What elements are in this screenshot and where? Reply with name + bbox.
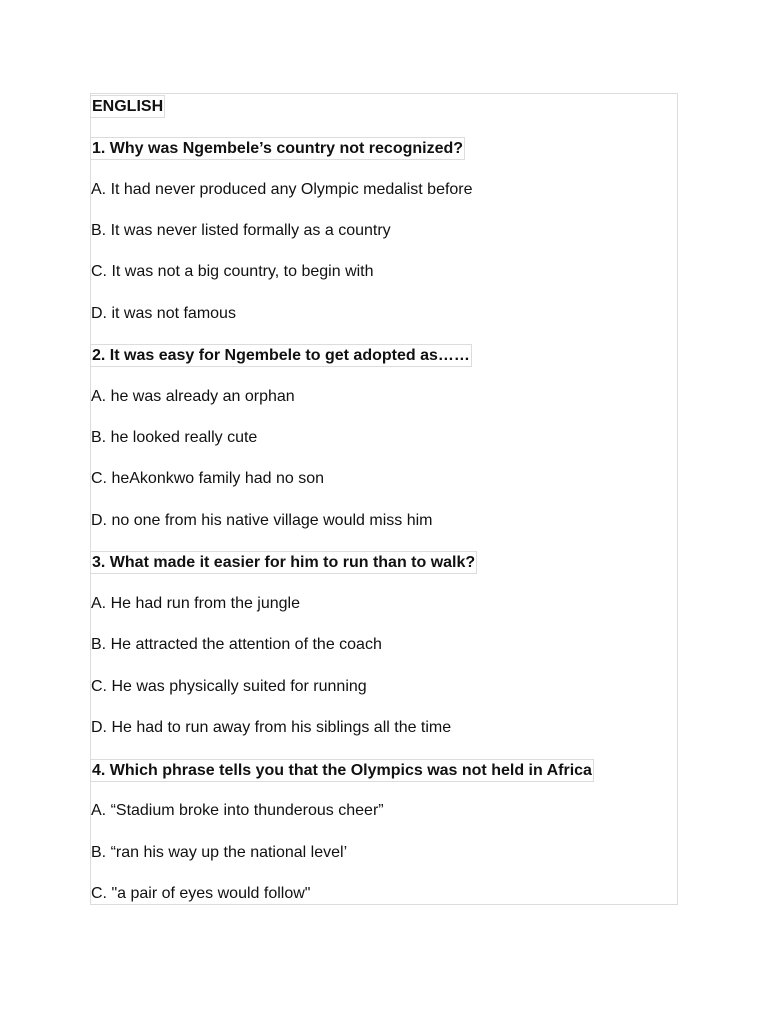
question-2: 2. It was easy for Ngembele to get adopted as…… xyxy=(91,344,472,367)
question-2-option-d: D. no one from his native village would miss him xyxy=(91,512,433,529)
question-3-option-d: D. He had to run away from his siblings all the time xyxy=(91,719,452,736)
question-4-option-a: A. “Stadium broke into thunderous cheer” xyxy=(91,802,384,819)
question-4: 4. Which phrase tells you that the Olympics was not held in Africa xyxy=(91,759,594,782)
question-3: 3. What made it easier for him to run than to walk? xyxy=(91,551,477,574)
question-2-option-c: C. heAkonkwo family had no son xyxy=(91,470,325,487)
question-3-option-b: B. He attracted the attention of the coach xyxy=(91,636,382,653)
document-title: ENGLISH xyxy=(91,95,165,118)
question-1-option-b: B. It was never listed formally as a country xyxy=(91,222,391,239)
question-1-option-c: C. It was not a big country, to begin with xyxy=(91,263,374,280)
question-1: 1. Why was Ngembele’s country not recognized? xyxy=(91,137,465,160)
question-4-option-b: B. “ran his way up the national level’ xyxy=(91,844,348,861)
question-2-option-a: A. he was already an orphan xyxy=(91,388,295,405)
question-3-option-a: A. He had run from the jungle xyxy=(91,595,301,612)
question-2-option-b: B. he looked really cute xyxy=(91,429,258,446)
question-3-option-c: C. He was physically suited for running xyxy=(91,678,367,695)
question-1-option-d: D. it was not famous xyxy=(91,305,236,322)
question-4-option-c: C. "a pair of eyes would follow" xyxy=(91,885,311,902)
question-1-option-a: A. It had never produced any Olympic medalist before xyxy=(91,181,473,198)
document-frame xyxy=(90,93,678,905)
